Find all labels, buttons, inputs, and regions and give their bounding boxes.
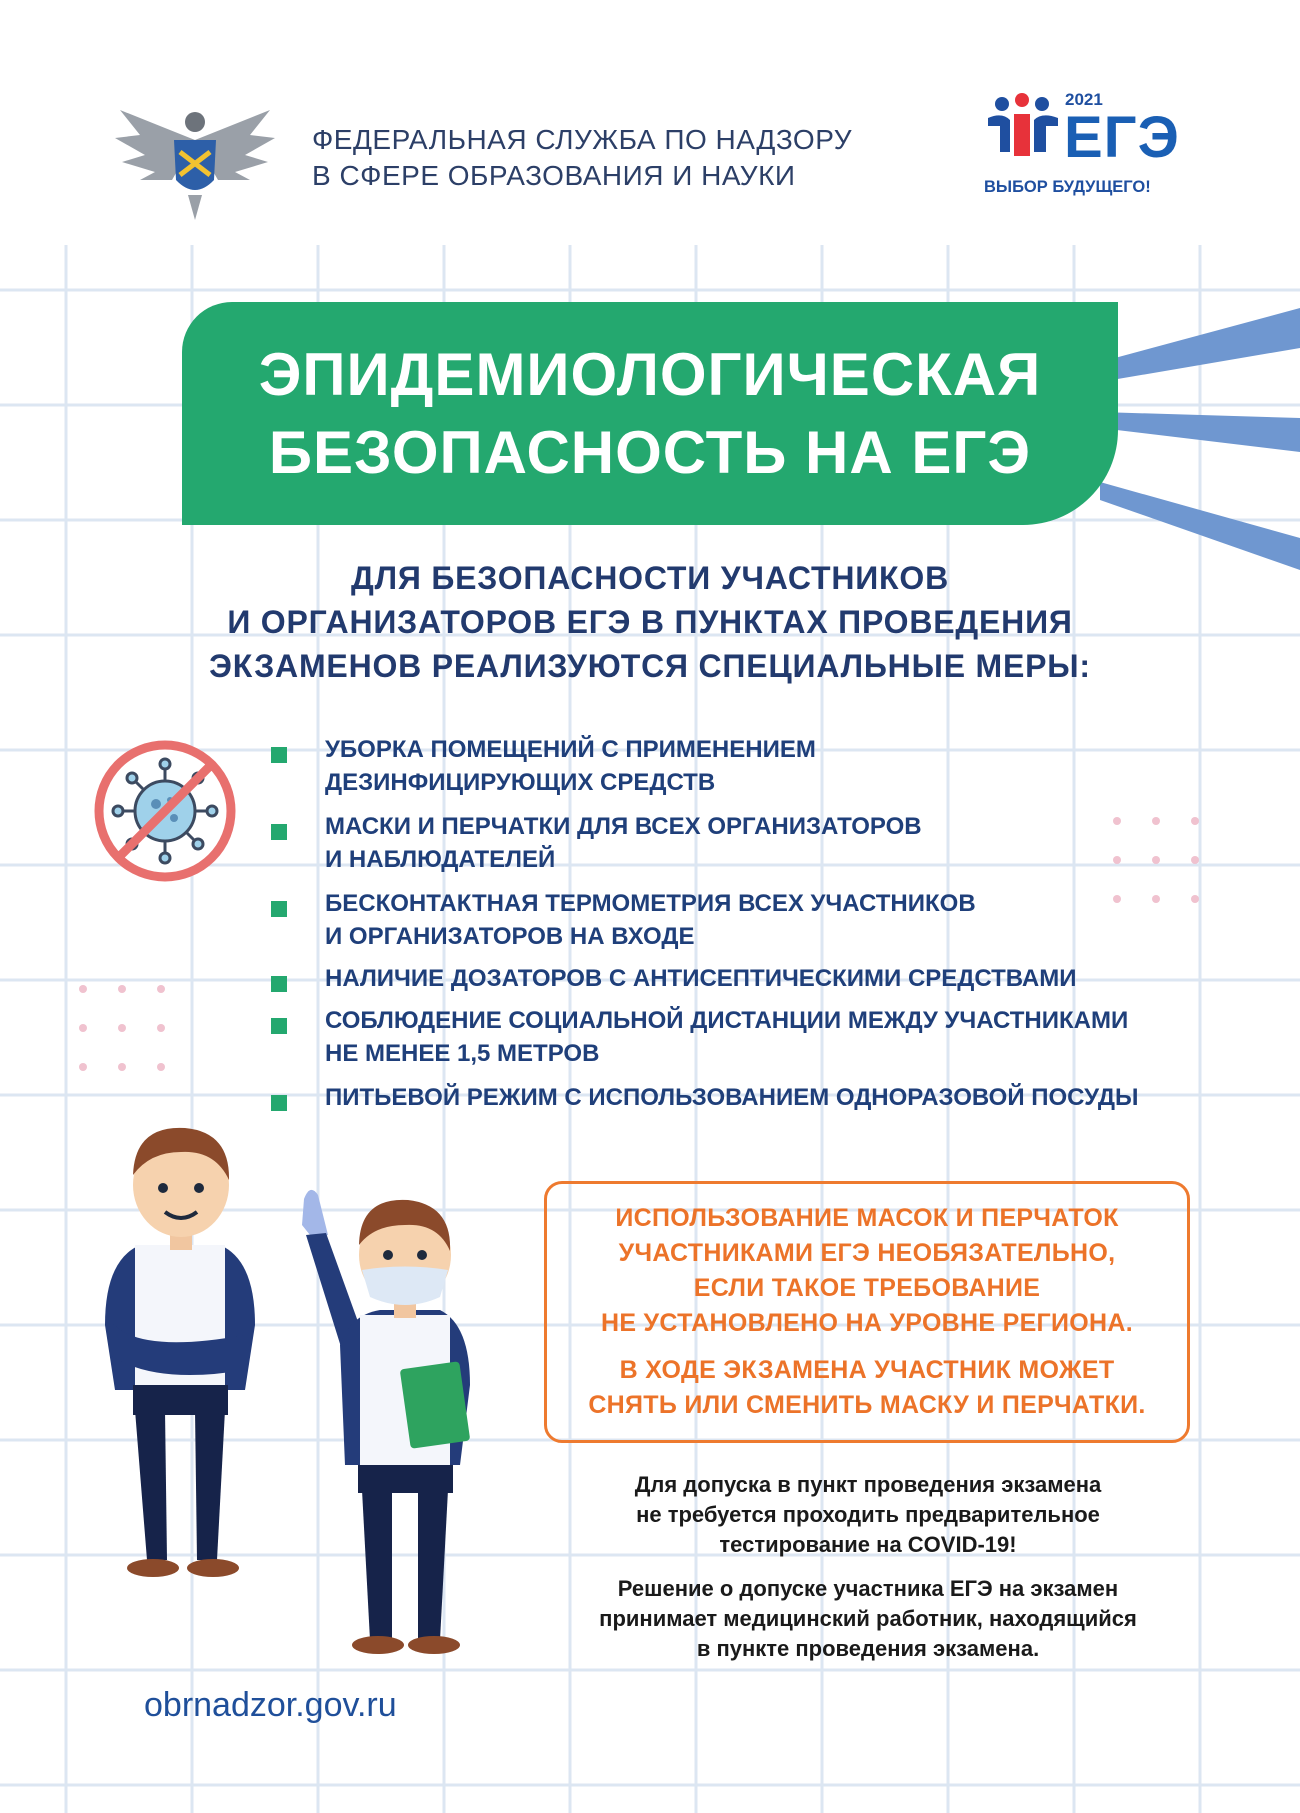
boy-mask-waving-illustration [300,1185,485,1655]
emblem-icon [110,100,280,225]
note-line: тестирование на COVID-19! [719,1532,1017,1557]
note-line: Решение о допуске участника ЕГЭ на экзамен [617,1576,1119,1601]
measure-line: МАСКИ И ПЕРЧАТКИ ДЛЯ ВСЕХ ОРГАНИЗАТОРОВ [325,813,922,840]
measure-line: ПИТЬЕВОЙ РЕЖИМ С ИСПОЛЬЗОВАНИЕМ ОДНОРАЗОВОЙ ПОСУДЫ [325,1084,1139,1111]
notice-line: ЕСЛИ ТАКОЕ ТРЕБОВАНИЕ [693,1274,1041,1302]
measure-line: И НАБЛЮДАТЕЛЕЙ [325,846,556,873]
measure-line: СОБЛЮДЕНИЕ СОЦИАЛЬНОЙ ДИСТАНЦИИ МЕЖДУ УЧАСТНИКАМИ [325,1007,1129,1034]
notice-box [544,1181,1190,1443]
note-line: Для допуска в пункт проведения экзамена [634,1472,1102,1497]
note-line: в пункте проведения экзамена. [696,1636,1040,1661]
measure-line: ДЕЗИНФИЦИРУЮЩИХ СРЕДСТВ [325,769,716,796]
notice-paragraph [601,1201,1133,1341]
bullet-icon [271,824,287,840]
notice-line: В ХОДЕ ЭКЗАМЕНА УЧАСТНИК МОЖЕТ [619,1356,1115,1384]
no-virus-icon [92,738,238,884]
title-line-1: ЭПИДЕМИОЛОГИЧЕСКАЯ [258,340,1042,408]
bullet-icon [271,901,287,917]
dots-decoration [79,985,165,1071]
notice-line: СНЯТЬ ИЛИ СМЕНИТЬ МАСКУ И ПЕРЧАТКИ. [588,1391,1146,1419]
ege-wordmark: ЕГЭ [1064,105,1180,170]
measures-heading [150,556,1150,688]
notice-paragraph [588,1353,1145,1423]
ege-year: 2021 [1065,90,1103,109]
measure-line: УБОРКА ПОМЕЩЕНИЙ С ПРИМЕНЕНИЕМ [325,736,816,763]
note-line: не требуется проходить предварительное [636,1502,1100,1527]
bullet-icon [271,747,287,763]
page-title [259,336,1041,492]
heading-line-3: ЭКЗАМЕНОВ РЕАЛИЗУЮТСЯ СПЕЦИАЛЬНЫЕ МЕРЫ: [209,648,1091,684]
note-line: принимает медицинский работник, находящийся [599,1606,1137,1631]
title-banner [182,302,1118,525]
measure-line: И ОРГАНИЗАТОРОВ НА ВХОДЕ [325,923,695,950]
agency-line-1: ФЕДЕРАЛЬНАЯ СЛУЖБА ПО НАДЗОРУ [312,124,853,155]
measure-line: БЕСКОНТАКТНАЯ ТЕРМОМЕТРИЯ ВСЕХ УЧАСТНИКОВ [325,890,976,917]
title-line-2: БЕЗОПАСНОСТЬ НА ЕГЭ [268,418,1032,486]
ege-slogan: ВЫБОР БУДУЩЕГО! [984,178,1151,196]
notice-line: НЕ УСТАНОВЛЕНО НА УРОВНЕ РЕГИОНА. [600,1309,1134,1337]
boy-arms-crossed-illustration [95,1110,265,1580]
agency-line-2: В СФЕРЕ ОБРАЗОВАНИЯ И НАУКИ [312,160,796,191]
measure-line: НАЛИЧИЕ ДОЗАТОРОВ С АНТИСЕПТИЧЕСКИМИ СРЕДСТВАМИ [325,965,1077,992]
measure-line: НЕ МЕНЕЕ 1,5 МЕТРОВ [325,1040,600,1067]
notice-line: ИСПОЛЬЗОВАНИЕ МАСОК И ПЕРЧАТОК [615,1204,1119,1232]
bullet-icon [271,976,287,992]
admission-note [540,1574,1196,1664]
website-link[interactable]: obrnadzor.gov.ru [144,1686,397,1724]
dots-decoration [1113,817,1199,903]
notice-line: УЧАСТНИКАМИ ЕГЭ НЕОБЯЗАТЕЛЬНО, [618,1239,1116,1267]
rays-decoration [1100,300,1300,570]
covid-test-note [540,1470,1196,1560]
heading-line-2: И ОРГАНИЗАТОРОВ ЕГЭ В ПУНКТАХ ПРОВЕДЕНИЯ [227,604,1073,640]
bullet-icon [271,1018,287,1034]
agency-name [312,122,852,194]
heading-line-1: ДЛЯ БЕЗОПАСНОСТИ УЧАСТНИКОВ [351,560,949,596]
bullet-icon [271,1095,287,1111]
